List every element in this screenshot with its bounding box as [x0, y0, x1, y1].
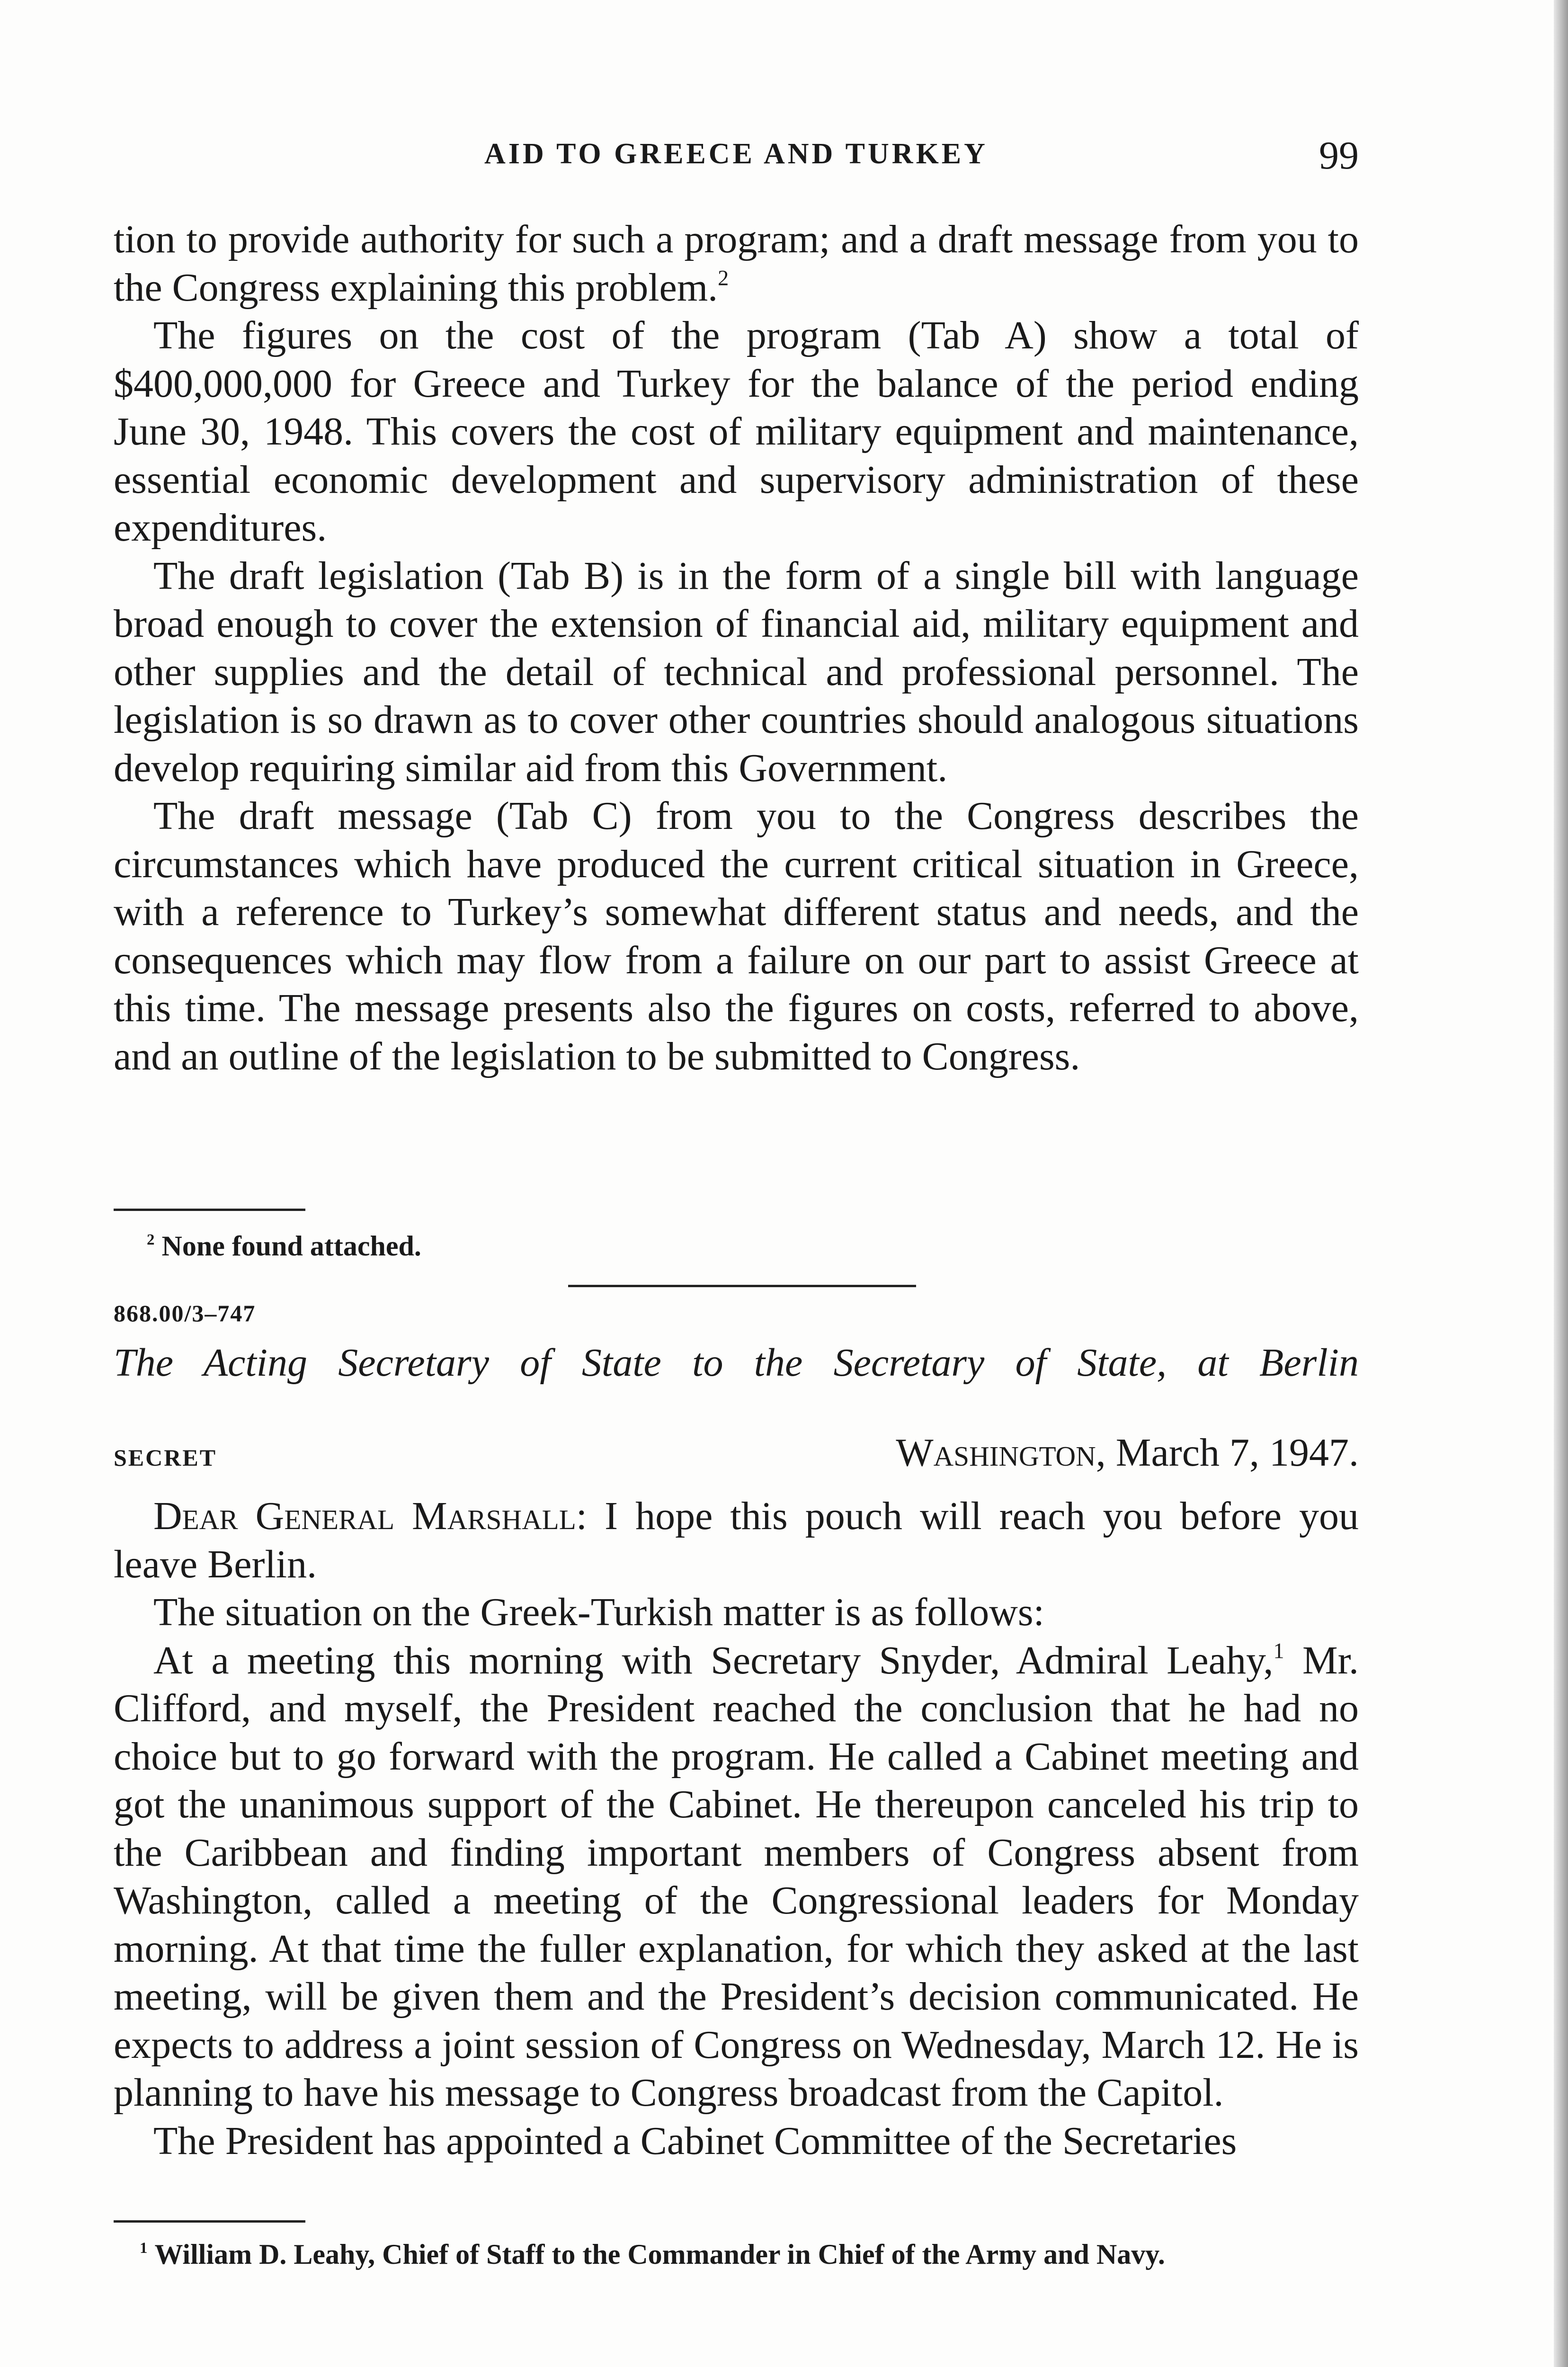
paragraph-3: The draft legislation (Tab B) is in the form of a single bill with language broad enough to cover the extension of financial aid, military equipment and other supplies and the detail of technical and professional personnel. The legislation is so drawn as to cover other countries should analogous situations develop requiring similar aid from this Government. — [114, 553, 1359, 790]
footnote-text: William D. Leahy, Chief of Staff to the Commander in Chief of the Army and Navy. — [154, 2239, 1165, 2270]
section2-body — [114, 1492, 1359, 2165]
paragraph-5: The situation on the Greek-Turkish matter is as follows: — [153, 1590, 1044, 1634]
section-divider — [568, 1285, 916, 1287]
dateline — [896, 1430, 1359, 1476]
salutation-paragraph: Dear General Marshall: I hope this pouch will reach you before you leave Berlin. — [114, 1494, 1359, 1586]
paragraph-1: tion to provide authority for such a program; and a draft message from you to the Congress explaining this problem.$^2$ — [114, 217, 1359, 310]
page-header — [114, 133, 1359, 185]
section1-body — [114, 215, 1359, 1080]
dateline-date: , March 7, 1947. — [1096, 1431, 1359, 1475]
paragraph-7: The President has appointed a Cabinet Committee of the Secretaries — [153, 2118, 1237, 2163]
dateline-place: Washington — [896, 1431, 1096, 1475]
page-number: 99 — [1319, 133, 1359, 178]
paragraph-2: The figures on the cost of the program (Tab A) show a total of $400,000,000 for Greece and Turkey for the balance of the period ending June 30, 1948. This covers the cost of military equipment and maintenance, essential economic development and supervisory administration of these expenditures. — [114, 313, 1359, 550]
paragraph-6: At a meeting this morning with Secretary Snyder, Admiral Leahy,$^1$ Mr. Clifford, and myself, the President reached the conclusion that he had no choice but to go forward with the program. He called a Cabinet meeting and got the unanimous support of the Cabinet. He thereupon canceled his trip to the Caribbean and finding important members of Congress absent from Washington, called a meeting of the Congressional leaders for Monday morning. At that time the fuller explanation, for which they asked at the last meeting, will be given them and the President’s decision communicated. He expects to address a joint session of Congress on Wednesday, March 12. He is planning to have his message to Congress broadcast from the Capitol. — [114, 1638, 1359, 2115]
footnote-ref-1: 1 — [1273, 1638, 1284, 1663]
footnote-1 — [114, 2239, 1359, 2269]
footnote-rule — [114, 1209, 305, 1211]
running-head: AID TO GREECE AND TURKEY — [484, 138, 988, 170]
classification-label: SECRET — [114, 1444, 217, 1471]
footnote-ref-2: 2 — [718, 266, 729, 290]
document-file-number: 868.00/3–747 — [114, 1300, 256, 1326]
document-title: The Acting Secretary of State to the Secretary of State, at Berlin — [114, 1341, 1359, 1385]
page-spine-shadow — [1554, 0, 1568, 2367]
footnote-marker: 1 — [140, 2239, 148, 2257]
paragraph-4: The draft message (Tab C) from you to the Congress describes the circumstances which have produced the current critical situation in Greece, with a reference to Turkey’s somewhat different status and needs, and the consequences which may flow from a failure on our part to assist Greece at this time. The message presents also the figures on costs, referred to above, and an outline of the legislation to be submitted to Congress. — [114, 794, 1359, 1078]
footnote-rule-2 — [114, 2220, 305, 2223]
footnote-2 — [114, 1231, 1359, 1261]
footnote-marker: 2 — [147, 1231, 155, 1248]
dateline-row — [114, 1430, 1359, 1477]
salutation: Dear General Marshall — [153, 1494, 576, 1538]
footnote-text: None found attached. — [161, 1230, 421, 1262]
